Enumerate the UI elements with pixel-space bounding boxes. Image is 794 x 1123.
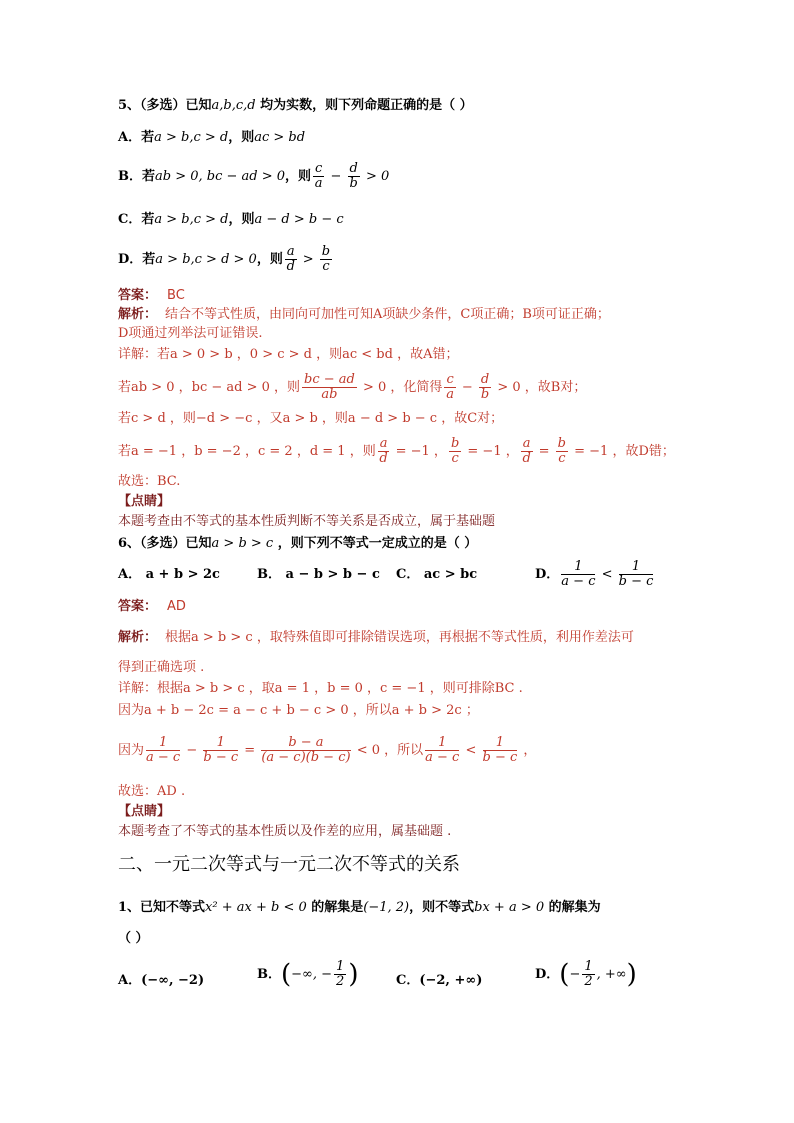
q6-stem — [118, 536, 477, 552]
option-label: B． — [257, 967, 281, 982]
analysis-text-cont: D项通过列举法可证错误. — [118, 326, 263, 341]
option-label: D． — [535, 967, 560, 982]
fraction — [582, 960, 594, 989]
q1-solution-set: (−1, 2) — [363, 900, 410, 915]
option-condition: a > b,c > d > 0 — [155, 252, 257, 267]
option-condition: a > b,c > d — [154, 130, 229, 145]
numerator: bc − ad — [304, 372, 355, 387]
analysis-text: 根据a > b > c ，取特殊值即可排除错误选项，再根据不等式性质，利用作差法可 — [165, 630, 634, 645]
numerator: 1 — [425, 736, 459, 751]
fraction — [449, 437, 461, 466]
q5-option-d — [118, 245, 334, 274]
numerator: b — [557, 436, 566, 451]
analysis-label: 解析： — [118, 307, 158, 322]
q6-detail-line1: 详解：根据a > b > c ，取a = 1 ，b = 0 ，c = −1 ，则可排除BC . — [118, 681, 523, 696]
numerator: d — [480, 372, 490, 387]
denominator: 2 — [584, 974, 593, 989]
numerator: d — [349, 161, 358, 176]
option-condition: ab > 0, bc − ad > 0 — [155, 169, 286, 184]
denominator: c — [558, 451, 566, 466]
detail-text: < 0 ，所以 — [352, 743, 424, 758]
detail-text: 因为 — [118, 743, 145, 758]
detail-text: 若ab > 0 ，bc − ad > 0 ，则 — [118, 380, 301, 395]
left-paren: ( — [281, 959, 292, 990]
numerator: 1 — [146, 736, 180, 751]
fraction — [203, 736, 238, 765]
numerator: 1 — [584, 959, 593, 974]
analysis-text-cont: 得到正确选项 . — [118, 660, 205, 675]
numerator: a — [379, 436, 388, 451]
q5-detail-line1: 详解：若a > 0 > b ，0 > c > d ，则ac < bd ，故A错； — [118, 347, 459, 362]
fraction — [313, 162, 324, 191]
right-paren: ) — [626, 959, 637, 990]
fraction — [425, 736, 459, 765]
left-paren: ( — [559, 959, 570, 990]
denominator: (a − c)(b − c) — [261, 750, 351, 765]
q1-stem-text2: 的解集是 — [306, 900, 364, 915]
option-label: A．若 — [118, 130, 155, 145]
fraction — [261, 736, 350, 765]
q6-option-b: B． a − b > b − c — [257, 567, 380, 582]
q1-option-d — [535, 960, 637, 989]
numerator: 1 — [619, 560, 654, 575]
numerator: c — [315, 161, 323, 176]
denominator: a − c — [425, 750, 460, 765]
numerator: a — [522, 436, 531, 451]
option-result: ac > bd — [254, 130, 306, 145]
section-heading: 二、一元二次等式与一元二次不等式的关系 — [118, 854, 460, 875]
fraction — [444, 373, 455, 402]
q6-condition: a > b > c — [211, 536, 274, 551]
fraction — [320, 245, 332, 274]
numerator: 1 — [203, 736, 238, 751]
denominator: b − c — [482, 750, 518, 765]
denominator: a − c — [561, 574, 596, 589]
answer-value: AD — [167, 599, 186, 614]
analysis-text: 结合不等式性质，由同向可加性可知A项缺少条件，C项正确；B项可证正确； — [165, 307, 610, 322]
denominator: a — [314, 176, 323, 191]
option-result: a − d > b − c — [254, 212, 344, 227]
denominator: 2 — [336, 974, 345, 989]
numerator: b — [450, 436, 460, 451]
denominator: c — [451, 451, 459, 466]
fraction — [561, 560, 595, 589]
right-paren: ) — [348, 959, 359, 990]
interval-text: −∞, − — [291, 967, 333, 982]
q5-vars: a,b,c,d — [211, 98, 256, 113]
detail-text: = −1 ， — [391, 444, 447, 459]
option-label: B．若 — [118, 169, 155, 184]
detail-text: = — [534, 444, 554, 459]
denominator: b − c — [618, 574, 654, 589]
q5-comment-label: 【点睛】 — [118, 494, 171, 509]
q5-answer — [118, 288, 185, 304]
q6-comment-text: 本题考查了不等式的基本性质以及作差的应用，属基础题 . — [118, 824, 452, 839]
option-label: C．若 — [118, 212, 155, 227]
q6-option-c: C． ac > bc — [396, 567, 478, 582]
operator: = — [240, 743, 260, 758]
q1-answer-blank: （ ） — [118, 931, 149, 946]
option-connector: ，则 — [228, 130, 255, 145]
denominator: a — [446, 387, 454, 402]
fraction — [378, 437, 390, 466]
q1-stem-text4: 的解集为 — [544, 900, 601, 915]
option-label: D． — [535, 567, 560, 582]
denominator: a − c — [146, 750, 181, 765]
fraction — [146, 736, 180, 765]
q5-option-b — [118, 162, 389, 191]
q5-comment-text: 本题考查由不等式的基本性质判断不等关系是否成立，属于基础题 — [118, 514, 496, 529]
q6-option-d — [535, 560, 655, 589]
fraction — [348, 162, 360, 191]
option-connector: ，则 — [256, 252, 283, 267]
detail-text: = −1 ， — [463, 444, 519, 459]
denominator: d — [286, 259, 295, 274]
q5-stem — [118, 98, 473, 114]
answer-value: BC — [167, 288, 185, 303]
q5-choice: 故选：BC. — [118, 474, 181, 489]
detail-text: > 0 ，化简得 — [358, 380, 443, 395]
fraction — [479, 373, 491, 402]
detail-text: 若a = −1 ，b = −2 ，c = 2 ，d = 1 ，则 — [118, 444, 376, 459]
operator: < — [597, 567, 617, 582]
q1-stem-text: 1、已知不等式 — [118, 900, 206, 915]
q5-detail-line2 — [118, 373, 586, 402]
analysis-label: 解析： — [118, 630, 158, 645]
numerator: 1 — [336, 959, 345, 974]
q6-stem-text: 6、（多选）已知 — [118, 536, 212, 551]
q5-analysis — [118, 307, 610, 323]
interval-text: − — [569, 967, 581, 982]
numerator: a — [286, 244, 295, 259]
q6-detail-line3 — [118, 736, 536, 765]
option-connector: ，则 — [285, 169, 312, 184]
fraction — [556, 437, 568, 466]
fraction — [334, 960, 346, 989]
answer-label: 答案： — [118, 288, 158, 303]
numerator: b − a — [261, 736, 350, 751]
q6-detail-line2: 因为a + b − 2c = a − c + b − c > 0 ，所以a + b > 2c ； — [118, 703, 479, 718]
q5-stem-text: 5、（多选）已知 — [118, 98, 212, 113]
option-label: D．若 — [118, 252, 156, 267]
denominator: d — [379, 451, 388, 466]
operator: > — [298, 252, 318, 267]
q6-answer — [118, 599, 186, 615]
q5-option-a — [118, 130, 305, 146]
fraction — [285, 245, 297, 274]
q1-stem-text3: ，则不等式 — [409, 900, 475, 915]
interval-text: , +∞ — [596, 967, 627, 982]
denominator: b — [349, 176, 358, 191]
operator: − — [457, 380, 477, 395]
q1-inequality2: bx + a > 0 — [474, 900, 545, 915]
numerator: 1 — [483, 736, 518, 751]
fraction — [302, 373, 357, 402]
q6-analysis — [118, 630, 634, 646]
numerator: 1 — [561, 560, 595, 575]
q5-stem-text2: 均为实数，则下列命题正确的是（ ） — [255, 98, 473, 113]
denominator: b — [480, 387, 490, 402]
operator: − — [326, 169, 346, 184]
q5-detail-line4 — [118, 437, 675, 466]
denominator: b − c — [203, 750, 239, 765]
detail-text: ， — [519, 743, 537, 758]
option-tail: > 0 — [361, 169, 390, 184]
s2-q1-stem — [118, 900, 601, 916]
operator: − — [182, 743, 202, 758]
numerator: c — [446, 372, 454, 387]
option-connector: ，则 — [228, 212, 255, 227]
numerator: b — [321, 244, 331, 259]
fraction — [483, 736, 518, 765]
q6-choice: 故选：AD . — [118, 784, 186, 799]
fraction — [619, 560, 654, 589]
q6-option-a: A． a + b > 2c — [118, 567, 220, 582]
denominator: c — [322, 259, 330, 274]
operator: < — [461, 743, 481, 758]
detail-text: > 0 ，故B对； — [493, 380, 587, 395]
q1-option-c: C．(−2, +∞) — [396, 973, 483, 988]
detail-text: = −1 ，故D错； — [570, 444, 675, 459]
q1-option-b — [257, 960, 358, 989]
q5-option-c — [118, 212, 344, 228]
q5-detail-line3: 若c > d ，则−d > −c ，又a > b ，则a − d > b − c ，故C对； — [118, 411, 504, 426]
q6-comment-label: 【点睛】 — [118, 804, 171, 819]
q1-inequality: x² + ax + b < 0 — [205, 900, 307, 915]
q1-option-a: A．(−∞, −2) — [118, 973, 205, 988]
q6-stem-text2: ，则下列不等式一定成立的是（ ） — [273, 536, 478, 551]
denominator: ab — [321, 387, 338, 402]
fraction — [521, 437, 533, 466]
answer-label: 答案： — [118, 599, 158, 614]
denominator: d — [522, 451, 531, 466]
option-condition: a > b,c > d — [154, 212, 229, 227]
